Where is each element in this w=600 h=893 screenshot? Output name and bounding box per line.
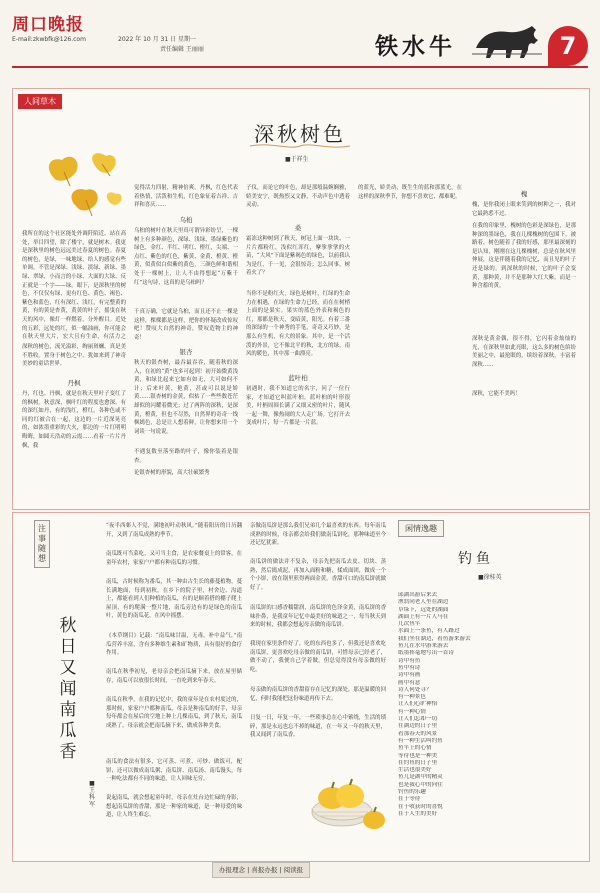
paragraph: 秋天的银杏树，最吞最吞吞，随着秋的深入，在初的“黄”也多可起到！初开始微黄浅黄，和绿比起来它如有如无，大可如何不计；后来叶黄，艳黄，甚或可以说是娇黄……银杏树的金黄，似枯了一些些数苍茫却似的闪耀着微光；过了两阵的深秋，是深黄，橙黄，但也不尽然，自然界的奇奇一线枫嫣色，总是让人想着鲜，让你想来用一个词谈一句说说。 xyxy=(134,360,238,435)
poem-line: 有一种景色 xyxy=(398,694,426,701)
subheading-huai: 槐 xyxy=(520,190,528,198)
poem-line: 画中有意 xyxy=(398,679,421,686)
paragraph: 亲做南瓜饼是那么我们兄弟几个最喜欢的东西。每年南瓜成熟的时候，母亲都会给我们做南瓜饼吃，那种味道至今还记忆犹新。 xyxy=(250,523,386,547)
poem-line: 生活也很美好 xyxy=(398,767,432,774)
paragraph: 论银杏树的形貌，高大壮硕繁秀 xyxy=(134,470,210,476)
poem-line: 让人们心旷神怡 xyxy=(398,701,438,708)
paragraph: 《本草纲目》记载：“南瓜味甘温，无毒，补中益气。”南瓜营养丰富，含有多种维生素和矿物质，具有很好的食疗作用。 xyxy=(106,633,242,657)
paragraph: 南瓜饼的口感香糯甜润，南瓜饼的色泽金黄，南瓜饼的香味扑鼻，是我童年记忆中最美好的味道之一，每当秋天到来的时候，我都会想起母亲做的南瓜饼。 xyxy=(250,605,386,629)
poem-line: 纸墨挥毫地写出一首诗 xyxy=(398,650,454,657)
poem-line: 在于收获时的喜悦 xyxy=(398,803,443,810)
article-byline: ■于祥生 xyxy=(285,156,309,163)
page-number-badge: 7 xyxy=(548,26,588,66)
poem-line: 钓鱼的乐趣 xyxy=(398,789,426,796)
poem-line: 有一种心情 xyxy=(398,708,426,715)
paragraph: 槐，是你我闭上眼来笑到的树种之一，我对它最熟悉不过。 xyxy=(472,202,576,217)
responsible-editor: 责任编辑 王丽丽 xyxy=(160,46,204,53)
title-ornament-icon xyxy=(250,142,350,150)
poem-line: 邱湖出游后来去 xyxy=(398,592,438,598)
poem-line: 湖面上有一片人马在 xyxy=(398,613,449,620)
poem-line: 渔翁同老人坐在湖边 xyxy=(398,599,449,606)
poem-line: 在钓鱼的日子里 xyxy=(398,759,438,766)
paragraph: 我现在家里条件好了，吃的东西也多了，但我还是喜欢吃南瓜饼，更喜欢吃母亲做的南瓜饼，可惜母亲已经老了，做不动了，我便自己学着做，但总觉得没有母亲做的好吃。 xyxy=(250,641,386,673)
paragraph: 千真万确，它就是乌桕，而且还不止一棵是这样，棵棵都是这样，把你的怀疑改成惊叹吧！赞叹大自然的神奇，赞叹造物主的神奇！ xyxy=(134,309,238,341)
poem-line: 诗中有画 xyxy=(398,672,421,679)
header-rule xyxy=(12,66,588,68)
paragraph: 南瓜的食法有很多，它可蒸、可煮、可炒、做饭可，配饼，还可以做成南瓜粥、南瓜饼、南瓜汤、南瓜馒头，每一种吃法都有不同的味道，让人回味无穷。 xyxy=(106,759,242,783)
article-column-3 xyxy=(246,184,350,487)
article-title-vertical: 秋日又闻南瓜香 xyxy=(59,616,77,762)
paragraph: 母亲做的南瓜饼的香甜留存在记忆的深处，那是温暖的回忆，何时我能把这份味道再传下去。 xyxy=(250,687,386,702)
poem-line: 鱼儿在水中游来游去 xyxy=(398,643,449,650)
bull-icon xyxy=(472,22,544,62)
article-column-1 xyxy=(22,230,126,490)
paragraph: 深秋的树色，流光溢彩，绚丽斑斓，真是美不胜收。置身于树色之中，犹如来到了神奇美妙的童话世界。 xyxy=(22,344,126,368)
poem-line: 诗中有鱼 xyxy=(398,657,421,664)
poem-line: 鱼竿上的心情 xyxy=(398,745,432,752)
paragraph: 子仪，而论它的叶色，却是那般温婉娴雅，娇美安宁，既热烈又文静，不动声色中透着灵动。 xyxy=(246,185,350,209)
paragraph: 在我的印象里，槐树的色彩是深绿色，是那种深的墨绿色，我在几棵槐树的包围下，被路着，树色随着了我的好感，那里最深刻的是认知，刚刚在这几棵槐树，总是在秋风里伸展，这是伴随着我的记忆，而且见的叶子还是绿的。到深秋的时候，它的叶子会变黄，那种黄，并不是那种大红大紫，而是一种含蓄的黄。 xyxy=(472,223,576,290)
section-tag: 注事随想 xyxy=(34,520,50,568)
paragraph: 当你不是粉红火，绿色是树叶，红绿的生命力在相遇，在绿的生命力已经，而在在树梢上面的是果实。果实的蓝色外表和褐色的红，那都是秋天，变暗黄，阳光。有着三番的深绿的一个神秀的手笔，奇奇又巧妙，是那么有生机，有大的景象。其中，是一个活泼的外景，它不像北平的秋，北方的绿，南风的暖色，其中那一曲漂亮。 xyxy=(246,291,350,358)
article-column-a xyxy=(106,522,242,854)
article-column-4 xyxy=(358,184,462,210)
poem-line: 也是我心中的向往 xyxy=(398,781,443,788)
article-column-5 xyxy=(472,184,576,400)
page-header xyxy=(0,0,600,72)
paragraph: 我所在的这个社区能处外调阡陌近，站在高处，举目四望，除了楼宇，就是树木。我更是深秋里的树色远远美过春夏的树色。春夏的树色，是绿，一味地绿，给人的感觉有些单调。不管是深绿、浅绿、淡绿、新绿、墨绿、翠绿，小而言的小绿、大面的大绿、反正就是一个字——绿。眼下，是深秋里的树色，不仅仅有绿，更有红色、黄色、褐色、紫色和蓝色，红有深红、浅红，有完整黄的黄，有的黄是杏黄，黄黄的叶子，摇曳在秋天的风中，像灯一样燃着，分外醒目。近处的五彩，远处的红，似一幅油画，你可能会在秋天里大片，宏大且有生命，有活力之 xyxy=(22,231,126,340)
subheading-lanyejiu: 蓝叶桕 xyxy=(288,374,308,382)
poem-line: 在于人生的美好 xyxy=(398,810,438,817)
paragraph: 南瓜，古时候称为番瓜，其一种由古生长的藤蔓植物，蔓长满地面，每到初秋，在乡下的院子里，村舍边、沟道上，都能看到人们种植的南瓜，有的是顺着搭的棚子爬上屋顶，有的爬满一整片地，南瓜旁边有的是绿色的南瓜叶，黄色的南瓜花，在风中摇摆。 xyxy=(106,579,242,620)
paragraph: 深秋是黄金偶，很不得，它闪着金灿灿的光，在深秋里如此亮眼，这么多的树色缤纷美丽之中，最抢眼的，缤纷着深秋，丰富着深秋…… xyxy=(472,336,576,368)
column-title: 铁水牛 xyxy=(375,33,456,60)
section-tag: 人间草木 xyxy=(18,94,62,109)
paragraph: 丹，红也。丹枫，就是在秋天里叶子变红了的枫树。秋意深，枫叶红的程度也愈深，有的深红如丹，有的浅红，橙红。各种色或不同的红被合在一起，这边的一片近深晃亮的，如浓墨重彩的大火，那边的一片红明明晦晦，如圆天浩动的云霞……看着一片片丹枫，我 xyxy=(22,391,126,449)
article-column-2 xyxy=(134,184,238,479)
subheading-wujiu: 乌桕 xyxy=(179,216,193,224)
paragraph: 乌桕的树叶在秋天里真可谓异彩纷呈，一棵树上有多种颜色，深绿、浅绿、墨绿紫色的绿色，金红、半红、明红、橙红，尖端、一点红、紫色的红色，紫黄、金黄、橙黄、橙黄，似黄似白似紫的黄色，三颜色鲜和谐相处于一棵树上，让人不由得想起“万紫千红”这句诗，这真的是乌桕吗？ xyxy=(134,228,238,286)
paragraph: “夜半西邨人不觉，满地初叶动秋风。”随着阳历的日历翻开，又到了南瓜成熟的季节。 xyxy=(106,523,242,538)
paragraph: 南瓜既可当菜吃，又可当主食，是农家餐桌上的常客，在童年农村，家家户户都有种南瓜的习惯。 xyxy=(106,551,242,566)
poem-line: 诗人何处寻？ xyxy=(398,686,432,693)
poem-line: 鱼中有诗 xyxy=(398,664,421,671)
pumpkin-basket-illustration xyxy=(304,758,388,830)
article-column-b xyxy=(250,522,386,748)
issue-date: 2022 年 10 月 31 日 星期一 xyxy=(118,36,196,43)
poem-line: 我们坐在湖边，看鱼游来游去 xyxy=(398,635,471,642)
article-byline: ■王科军 xyxy=(88,780,95,808)
paragraph: 南瓜饼的做法并不复杂，母亲先把南瓜去皮、切块、蒸熟，然后捣成泥，再加入面粉和糖，揉成面团，做成一个个小饼，放在锅里煎得两面金黄，香甜可口的南瓜饼就做好了。 xyxy=(250,559,386,591)
article-title: 深秋树色 xyxy=(254,122,346,146)
paragraph: 南瓜在秋季，在我的记忆中，我的童年是在农村度过的，那时候，家家户户都种南瓜，母亲是种南瓜的好手，母亲每年都会在屋后的空地上种上几棵南瓜，到了秋天，南瓜成熟了，母亲就会把南瓜摘下来，做成各种美食。 xyxy=(106,697,242,729)
poem-line: 水面上一条鱼，有人路过 xyxy=(398,628,460,635)
paragraph: 的蓝光，娇美动，既生生的蓝和那蓝光，在这样的深秋季节，你想不喜欢它，都难呢。 xyxy=(358,185,462,200)
paragraph: 不遇复数至落至路的叶子，像你装着是银杏。 xyxy=(134,449,238,464)
subheading-sang: 桑 xyxy=(294,224,302,232)
poem-lines xyxy=(398,592,574,818)
subheading-danfeng: 丹枫 xyxy=(67,379,81,387)
poem-line: 几次鱼竿 xyxy=(398,621,421,628)
paragraph: 觉得活力四射，精神倍爽。丹枫，红色代表着热情，活泼和生机，红色象征着吉祥、吉祥和喜庆…… xyxy=(134,185,238,209)
poem-line: 有一种生活叫钓鱼 xyxy=(398,737,443,744)
paragraph: 深秋，它能不美吗！ xyxy=(472,391,521,397)
article-title: 钓鱼 xyxy=(458,551,494,567)
paragraph: 日复一日，年复一年，一些琐事总在心中萦绕，生活的琐碎，那是永远也忘不掉的味道，在一年又一年的秋天里，我又闻到了南瓜香。 xyxy=(250,715,386,739)
poem-line: 鱼儿是湖中的精灵 xyxy=(398,774,443,781)
poem-line: 看那春天的风景 xyxy=(398,730,438,737)
subheading-yinxing: 银杏 xyxy=(179,348,193,356)
page-footer: 办报理念 | 喜报办报 | 阅读报 xyxy=(212,862,310,878)
section-tag: 闲情逸趣 xyxy=(398,520,444,537)
poem-line: 等待也是一种美 xyxy=(398,752,438,759)
poem-line: 草垛下，远处的湖面 xyxy=(398,606,449,613)
paragraph: 说起南瓜，就会想起童年时，母亲在灶台边忙碌的身影，想起南瓜饼的香甜，那是一种家的味道，是一种母爱的味道，让人终生难忘。 xyxy=(106,795,242,819)
newspaper-logo: 周口晚报 xyxy=(12,15,84,35)
contact-email: E-mail:zkwbfk@126.com xyxy=(12,36,86,43)
paragraph: 霜冻这种树到了秋天，树冠上面一块块、一片片都粉红，浅似红浑红，摩挲挲挲的火苗，“大风”下面是紫褐色的绿色，以前我认为是红，千一见，会很惊奇；怎么回事，树着火了？ xyxy=(246,236,350,277)
poem-line: 在湖边的日子里 xyxy=(398,723,438,730)
article-byline: ■徐桂英 xyxy=(478,574,502,581)
paragraph: 南瓜在秋季初见，老母亲会把南瓜摘下来，放在屋里储存，南瓜可以放很长时间，一直吃到来年春天。 xyxy=(106,669,242,684)
paragraph: 初遇时，我不知道它的名字，问了一位行家，才知道它叫蓝叶桕。蓝叶桕的叶形很美，叶柄周围长满了又细又密的叶片，随风一起一舞，像热闹的大人走广场。它打开去变成叶片，每一片都是一片蓝。 xyxy=(246,386,350,427)
ginkgo-leaves-illustration xyxy=(36,150,128,226)
poem-line: 让人们忘却一切 xyxy=(398,716,438,723)
poem-line: 在于等待 xyxy=(398,796,421,803)
